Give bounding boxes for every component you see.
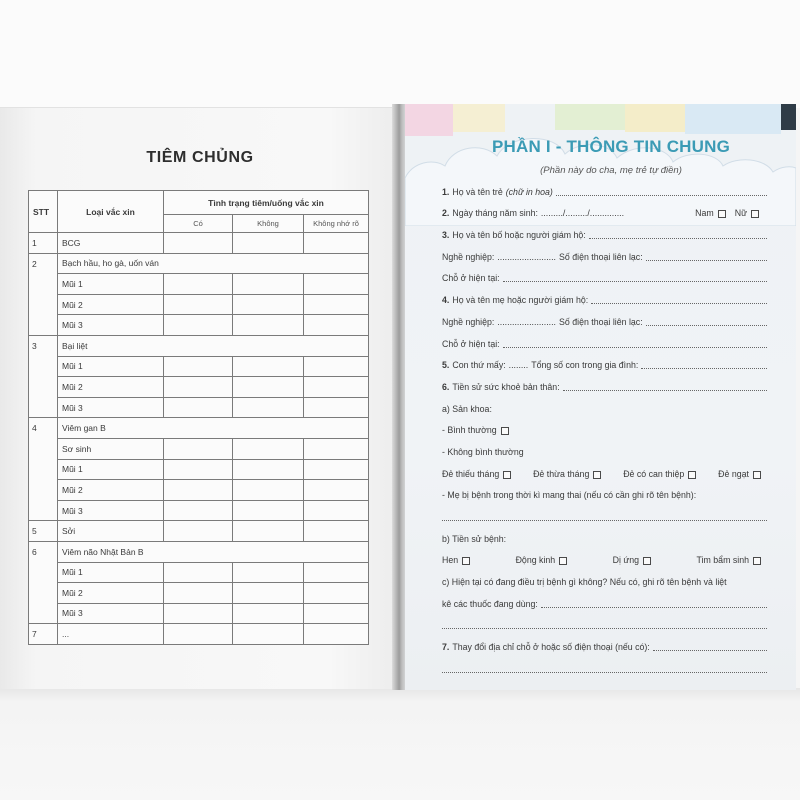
birth-option xyxy=(442,469,511,480)
child-name-field[interactable] xyxy=(556,195,767,196)
table-row-vaccine xyxy=(29,624,369,645)
table-row-dose xyxy=(29,562,369,583)
total-children-label: Tổng số con trong gia đình: xyxy=(531,360,639,371)
status-not-remember-cell[interactable] xyxy=(304,397,369,418)
birth-option-checkbox[interactable] xyxy=(503,471,511,479)
birth-option xyxy=(623,469,696,480)
table-row-vaccine xyxy=(29,521,369,542)
status-no-cell[interactable] xyxy=(233,438,304,459)
table-row-vaccine xyxy=(29,233,369,254)
status-no-cell[interactable] xyxy=(233,480,304,501)
status-no-cell[interactable] xyxy=(233,521,304,542)
disease-history-row xyxy=(442,528,767,550)
child-order-label: Con thứ mấy: xyxy=(452,360,506,371)
disease-option-label: Động kinh xyxy=(515,555,556,566)
status-no-header: Không xyxy=(233,215,304,233)
father-name-row xyxy=(442,224,767,246)
obstetric-row xyxy=(442,398,767,420)
table-row-dose xyxy=(29,583,369,604)
status-yes-cell[interactable] xyxy=(164,521,233,542)
father-address-label: Chỗ ở hiện tại: xyxy=(442,273,500,284)
table-row-dose xyxy=(29,500,369,521)
child-name-label: Họ và tên trẻ xyxy=(452,186,503,197)
vaccine-name-cell: Sởi xyxy=(58,521,164,542)
mother-name-field[interactable] xyxy=(591,303,767,304)
stt-header: STT xyxy=(29,191,58,233)
status-no-cell[interactable] xyxy=(233,500,304,521)
disease-option-label: Dị ứng xyxy=(612,555,640,566)
status-not-remember-cell[interactable] xyxy=(304,438,369,459)
birth-date-row xyxy=(442,203,767,225)
status-no-cell[interactable] xyxy=(233,624,304,645)
dose-name-cell: Mũi 1 xyxy=(58,274,164,295)
status-yes-cell[interactable] xyxy=(164,377,233,398)
father-job-field[interactable]: ........................ xyxy=(497,251,557,262)
status-yes-cell[interactable] xyxy=(164,274,233,295)
table-row-dose xyxy=(29,603,369,624)
birth-option-checkbox[interactable] xyxy=(593,471,601,479)
q5-number: 5. xyxy=(442,360,450,371)
status-not-remember-cell[interactable] xyxy=(304,603,369,624)
disease-option-checkbox[interactable] xyxy=(753,557,761,565)
q6-number: 6. xyxy=(442,381,450,392)
current-medication-blank-row xyxy=(442,615,767,637)
disease-option xyxy=(442,555,470,566)
status-not-remember-cell[interactable] xyxy=(304,233,369,254)
female-label: Nữ xyxy=(734,208,747,219)
child-order-field[interactable]: ........ xyxy=(508,360,529,371)
mother-illness-label: - Mẹ bị bệnh trong thời kì mang thai (nếu có cần ghi rõ tên bệnh): xyxy=(442,490,697,501)
current-medication-field[interactable] xyxy=(541,607,767,608)
dose-name-cell: Mũi 2 xyxy=(58,294,164,315)
female-checkbox[interactable] xyxy=(751,210,759,218)
birth-option xyxy=(533,469,601,480)
normal-birth-row xyxy=(442,420,767,442)
dose-name-cell: Mũi 3 xyxy=(58,315,164,336)
dose-name-cell: Sơ sinh xyxy=(58,438,164,459)
father-phone-field[interactable] xyxy=(646,260,767,261)
status-not-remember-cell[interactable] xyxy=(304,562,369,583)
table-row-vaccine xyxy=(29,335,369,356)
status-yes-cell[interactable] xyxy=(164,315,233,336)
dose-name-cell: Mũi 1 xyxy=(58,562,164,583)
stt-cell: 6 xyxy=(29,541,58,623)
birth-option-checkbox[interactable] xyxy=(688,471,696,479)
birth-date-label: Ngày tháng năm sinh: xyxy=(452,208,538,219)
vaccine-type-header: Loại vắc xin xyxy=(58,191,164,233)
table-header-row xyxy=(29,191,369,215)
address-change-label: Thay đổi địa chỉ chỗ ở hoặc số điện thoại (nếu có): xyxy=(452,642,650,653)
birth-option-label: Đẻ thiếu tháng xyxy=(442,468,500,479)
disease-history-label: b) Tiền sử bệnh: xyxy=(442,533,507,544)
status-not-remember-header: Không nhớ rõ xyxy=(304,215,369,233)
birth-option-label: Đẻ ngạt xyxy=(718,468,749,479)
table-row-dose xyxy=(29,397,369,418)
vaccination-table-body xyxy=(29,233,369,645)
mother-name-label: Họ và tên mẹ hoặc người giám hộ: xyxy=(452,295,589,306)
vaccine-name-cell: Bại liệt xyxy=(58,335,369,356)
table-row-dose xyxy=(29,480,369,501)
status-not-remember-cell[interactable] xyxy=(304,500,369,521)
current-treatment-row xyxy=(442,571,767,593)
birth-options-row xyxy=(442,463,767,485)
table-row-dose xyxy=(29,377,369,398)
status-yes-cell[interactable] xyxy=(164,624,233,645)
stt-cell: 1 xyxy=(29,233,58,254)
normal-birth-label: - Bình thường xyxy=(442,425,497,436)
disease-option-checkbox[interactable] xyxy=(462,557,470,565)
q2-number: 2. xyxy=(442,208,450,219)
vaccination-title: TIÊM CHỦNG xyxy=(146,149,254,166)
vaccine-name-cell: Viêm não Nhật Bản B xyxy=(58,541,369,562)
address-change-row xyxy=(442,636,767,658)
status-yes-cell[interactable] xyxy=(164,500,233,521)
status-no-cell[interactable] xyxy=(233,377,304,398)
current-medication-label: kê các thuốc đang dùng: xyxy=(442,598,538,609)
disease-option xyxy=(697,555,761,566)
q4-number: 4. xyxy=(442,295,450,306)
father-job-label: Nghề nghiệp: xyxy=(442,251,495,262)
disease-option-label: Tim bẩm sinh xyxy=(696,555,749,566)
dose-name-cell: Mũi 2 xyxy=(58,583,164,604)
mother-address-field[interactable] xyxy=(503,347,767,348)
status-not-remember-cell[interactable] xyxy=(304,274,369,295)
table-row-dose xyxy=(29,438,369,459)
child-name-note: (chữ in hoa) xyxy=(505,186,553,197)
father-address-row xyxy=(442,268,767,290)
general-info-form xyxy=(442,181,767,680)
mother-job-row xyxy=(442,311,767,333)
status-no-cell[interactable] xyxy=(233,459,304,480)
vaccine-name-cell: Bạch hầu, ho gà, uốn ván xyxy=(58,253,369,274)
mother-name-row xyxy=(442,289,767,311)
father-name-label: Họ và tên bố hoặc người giám hộ: xyxy=(452,230,586,241)
child-order-row xyxy=(442,355,767,377)
table-row-vaccine xyxy=(29,253,369,274)
address-change-field[interactable] xyxy=(653,650,767,651)
father-name-field[interactable] xyxy=(589,238,767,239)
disease-option xyxy=(613,555,651,566)
mother-phone-label: Số điện thoại liên lạc: xyxy=(559,316,643,327)
status-not-remember-cell[interactable] xyxy=(304,521,369,542)
current-medication-row xyxy=(442,593,767,615)
mother-illness-field[interactable] xyxy=(442,520,767,521)
abnormal-birth-label: - Không bình thường xyxy=(442,446,524,457)
health-history-label: Tiền sử sức khoẻ bản thân: xyxy=(452,381,560,392)
disease-option-checkbox[interactable] xyxy=(643,557,651,565)
background-top xyxy=(0,0,800,108)
vaccination-status-header: Tình trạng tiêm/uống vắc xin xyxy=(164,191,369,215)
mother-job-label: Nghề nghiệp: xyxy=(442,316,495,327)
dose-name-cell: Mũi 3 xyxy=(58,603,164,624)
stt-cell: 3 xyxy=(29,335,58,417)
health-history-field[interactable] xyxy=(563,390,767,391)
address-change-blank-row xyxy=(442,658,767,680)
vaccine-name-cell: BCG xyxy=(58,233,164,254)
table-row-dose xyxy=(29,459,369,480)
disease-option xyxy=(516,555,568,566)
status-yes-cell[interactable] xyxy=(164,459,233,480)
status-not-remember-cell[interactable] xyxy=(304,315,369,336)
status-no-cell[interactable] xyxy=(233,397,304,418)
status-no-cell[interactable] xyxy=(233,583,304,604)
status-no-cell[interactable] xyxy=(233,562,304,583)
mother-job-field[interactable]: ........................ xyxy=(497,316,557,327)
father-phone-label: Số điện thoại liên lạc: xyxy=(559,251,643,262)
birth-date-field[interactable]: ........./........./.............. xyxy=(540,208,625,219)
dose-name-cell: Mũi 3 xyxy=(58,397,164,418)
abnormal-birth-row xyxy=(442,441,767,463)
status-yes-cell[interactable] xyxy=(164,397,233,418)
status-not-remember-cell[interactable] xyxy=(304,377,369,398)
status-not-remember-cell[interactable] xyxy=(304,480,369,501)
q1-number: 1. xyxy=(442,186,450,197)
dose-name-cell: Mũi 2 xyxy=(58,377,164,398)
current-medication-field-2[interactable] xyxy=(442,628,767,629)
status-yes-cell[interactable] xyxy=(164,603,233,624)
father-job-row xyxy=(442,246,767,268)
dose-name-cell: Mũi 3 xyxy=(58,500,164,521)
table-row-dose xyxy=(29,294,369,315)
birth-option-checkbox[interactable] xyxy=(753,471,761,479)
status-no-cell[interactable] xyxy=(233,294,304,315)
stt-cell: 7 xyxy=(29,624,58,645)
status-no-cell[interactable] xyxy=(233,603,304,624)
total-children-field[interactable] xyxy=(641,368,767,369)
status-not-remember-cell[interactable] xyxy=(304,459,369,480)
obstetric-label: a) Sản khoa: xyxy=(442,403,492,414)
status-not-remember-cell[interactable] xyxy=(304,624,369,645)
status-yes-cell[interactable] xyxy=(164,233,233,254)
father-address-field[interactable] xyxy=(503,281,767,282)
status-not-remember-cell[interactable] xyxy=(304,583,369,604)
status-yes-cell[interactable] xyxy=(164,480,233,501)
dose-name-cell: Mũi 1 xyxy=(58,356,164,377)
normal-birth-checkbox[interactable] xyxy=(501,427,509,435)
disease-option-checkbox[interactable] xyxy=(559,557,567,565)
q7-number: 7. xyxy=(442,642,450,653)
vaccination-table xyxy=(28,190,369,645)
disease-option-label: Hen xyxy=(442,555,459,566)
status-yes-cell[interactable] xyxy=(164,583,233,604)
background-bottom xyxy=(0,688,800,800)
gender-group xyxy=(695,208,759,219)
mother-address-label: Chỗ ở hiện tại: xyxy=(442,338,500,349)
table-row-dose xyxy=(29,356,369,377)
stt-cell: 5 xyxy=(29,521,58,542)
status-yes-cell[interactable] xyxy=(164,438,233,459)
stt-cell: 2 xyxy=(29,253,58,335)
male-label: Nam xyxy=(695,208,714,219)
health-history-row xyxy=(442,376,767,398)
birth-option-label: Đẻ có can thiệp xyxy=(623,468,685,479)
mother-phone-field[interactable] xyxy=(646,325,767,326)
section-subtitle: (Phần này do cha, mẹ trẻ tự điền) xyxy=(540,165,682,176)
section-title: PHẦN I - THÔNG TIN CHUNG xyxy=(491,137,731,156)
child-name-row xyxy=(442,181,767,203)
status-no-cell[interactable] xyxy=(233,274,304,295)
current-treatment-label: c) Hiện tại có đang điều trị bệnh gì không? Nếu có, ghi rõ tên bệnh và liệt xyxy=(442,577,727,588)
status-not-remember-cell[interactable] xyxy=(304,356,369,377)
disease-options-row xyxy=(442,550,767,572)
birth-option xyxy=(718,469,761,480)
status-not-remember-cell[interactable] xyxy=(304,294,369,315)
status-no-cell[interactable] xyxy=(233,233,304,254)
status-no-cell[interactable] xyxy=(233,315,304,336)
dose-name-cell: Mũi 1 xyxy=(58,459,164,480)
birth-option-label: Đẻ thừa tháng xyxy=(533,468,590,479)
address-change-field-2[interactable] xyxy=(442,672,767,673)
mother-address-row xyxy=(442,333,767,355)
mother-illness-row xyxy=(442,485,767,507)
status-yes-header: Có xyxy=(164,215,233,233)
vaccine-name-cell: Viêm gan B xyxy=(58,418,369,439)
status-no-cell[interactable] xyxy=(233,356,304,377)
table-row-vaccine xyxy=(29,541,369,562)
table-row-vaccine xyxy=(29,418,369,439)
male-checkbox[interactable] xyxy=(718,210,726,218)
status-yes-cell[interactable] xyxy=(164,562,233,583)
vaccine-name-cell: ... xyxy=(58,624,164,645)
stt-cell: 4 xyxy=(29,418,58,521)
status-yes-cell[interactable] xyxy=(164,356,233,377)
table-row-dose xyxy=(29,315,369,336)
table-row-dose xyxy=(29,274,369,295)
dose-name-cell: Mũi 2 xyxy=(58,480,164,501)
q3-number: 3. xyxy=(442,230,450,241)
status-yes-cell[interactable] xyxy=(164,294,233,315)
mother-illness-blank-row xyxy=(442,506,767,528)
